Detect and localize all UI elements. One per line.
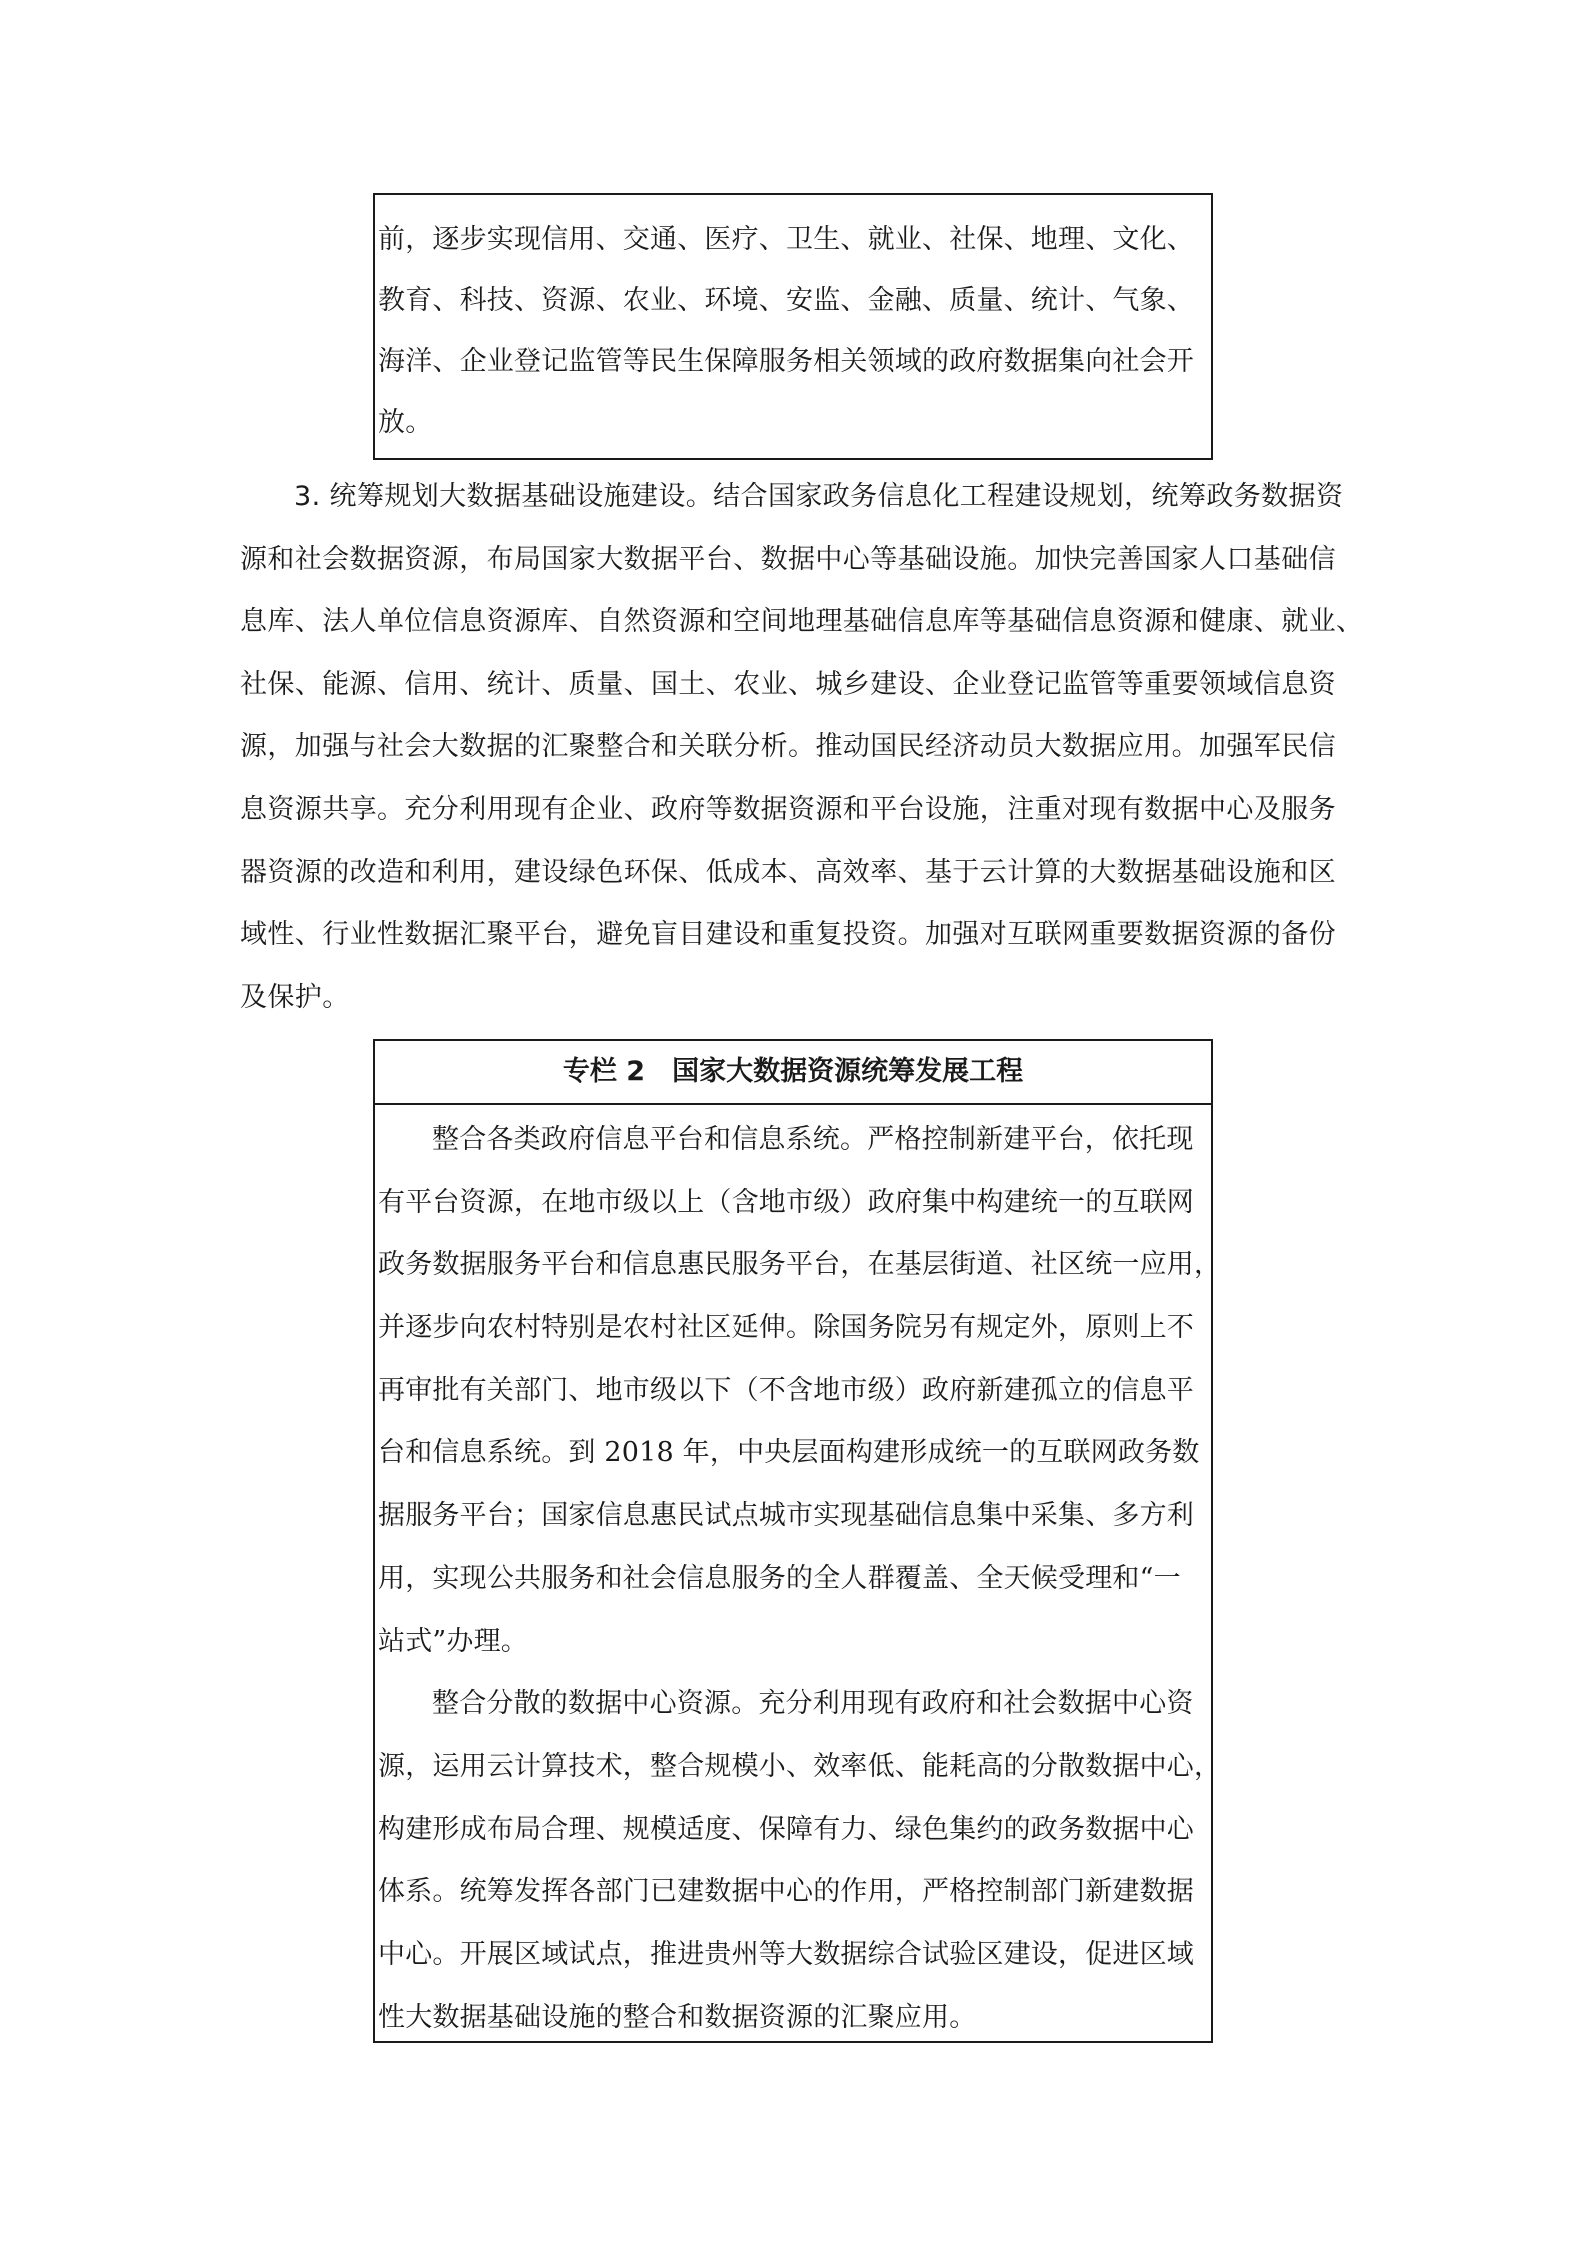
paragraph-line: 及保护。: [240, 981, 350, 1013]
paragraph-text: 结合国家政务信息化工程建设规划，统筹政务数据资: [713, 481, 1344, 512]
paragraph-lead: 整合分散的数据中心资源。: [432, 1688, 759, 1720]
section-heading: 3. 统筹规划大数据基础设施建设。: [294, 481, 714, 512]
paragraph-line: 政务数据服务平台和信息惠民服务平台，在基层街道、社区统一应用，: [378, 1249, 1222, 1281]
paragraph-first-line: [240, 466, 1350, 529]
paragraph-first-line: [378, 1673, 1211, 1736]
box-line: 前，逐步实现信用、交通、医疗、卫生、就业、社保、地理、文化、: [378, 224, 1194, 255]
paragraph-line: 据服务平台；国家信息惠民试点城市实现基础信息集中采集、多方利: [378, 1500, 1194, 1532]
box-line: 海洋、企业登记监管等民生保障服务相关领域的政府数据集向社会开: [378, 346, 1194, 377]
paragraph-line: 构建形成布局合理、规模适度、保障有力、绿色集约的政务数据中心: [378, 1813, 1194, 1845]
box-line: 放。: [378, 407, 433, 438]
paragraph-line: 台和信息系统。到 2018 年，中央层面构建形成统一的互联网政务数: [378, 1437, 1200, 1469]
column-body: [375, 1105, 1222, 2049]
paragraph-lead: 整合各类政府信息平台和信息系统。: [432, 1124, 868, 1155]
paragraph-text: 严格控制新建平台，依托现: [867, 1124, 1194, 1155]
paragraph-line: 再审批有关部门、地市级以下（不含地市级）政府新建孤立的信息平: [378, 1374, 1194, 1406]
paragraph-line: 中心。开展区域试点，推进贵州等大数据综合试验区建设，促进区域: [378, 1938, 1194, 1970]
paragraph-line: 域性、行业性数据汇聚平台，避免盲目建设和重复投资。加强对互联网重要数据资源的备份: [240, 919, 1336, 951]
paragraph-line: 并逐步向农村特别是农村社区延伸。除国务院另有规定外，原则上不: [378, 1312, 1194, 1344]
column-title: 专栏 2 国家大数据资源统筹发展工程: [375, 1041, 1211, 1105]
continued-text-box: [373, 193, 1213, 460]
paragraph-line: 体系。统筹发挥各部门已建数据中心的作用，严格控制部门新建数据: [378, 1876, 1194, 1908]
column-box-2: [373, 1039, 1222, 2043]
paragraph-line: 器资源的改造和利用，建设绿色环保、低成本、高效率、基于云计算的大数据基础设施和区: [240, 856, 1336, 888]
paragraph-line: 有平台资源，在地市级以上（含地市级）政府集中构建统一的互联网: [378, 1186, 1194, 1218]
box-line: 教育、科技、资源、农业、环境、安监、金融、质量、统计、气象、: [378, 285, 1194, 316]
paragraph-line: 息资源共享。充分利用现有企业、政府等数据资源和平台设施，注重对现有数据中心及服务: [240, 793, 1336, 825]
paragraph-line: 性大数据基础设施的整合和数据资源的汇聚应用。: [378, 2001, 977, 2033]
section-3-paragraph: [240, 466, 1364, 1029]
paragraph-line: 站式”办理。: [378, 1625, 529, 1657]
paragraph-line: 用，实现公共服务和社会信息服务的全人群覆盖、全天候受理和“一: [378, 1562, 1181, 1594]
paragraph-line: 源，加强与社会大数据的汇聚整合和关联分析。推动国民经济动员大数据应用。加强军民信: [240, 731, 1336, 763]
paragraph-line: 源和社会数据资源，布局国家大数据平台、数据中心等基础设施。加快完善国家人口基础信: [240, 543, 1336, 575]
paragraph-line: 社保、能源、信用、统计、质量、国土、农业、城乡建设、企业登记监管等重要领域信息资: [240, 668, 1336, 700]
paragraph-line: 息库、法人单位信息资源库、自然资源和空间地理基础信息库等基础信息资源和健康、就业、: [240, 606, 1364, 638]
paragraph-text: 充分利用现有政府和社会数据中心资: [758, 1688, 1194, 1720]
paragraph-line: 源，运用云计算技术，整合规模小、效率低、能耗高的分散数据中心，: [378, 1750, 1222, 1782]
paragraph-first-line: [378, 1109, 1211, 1172]
